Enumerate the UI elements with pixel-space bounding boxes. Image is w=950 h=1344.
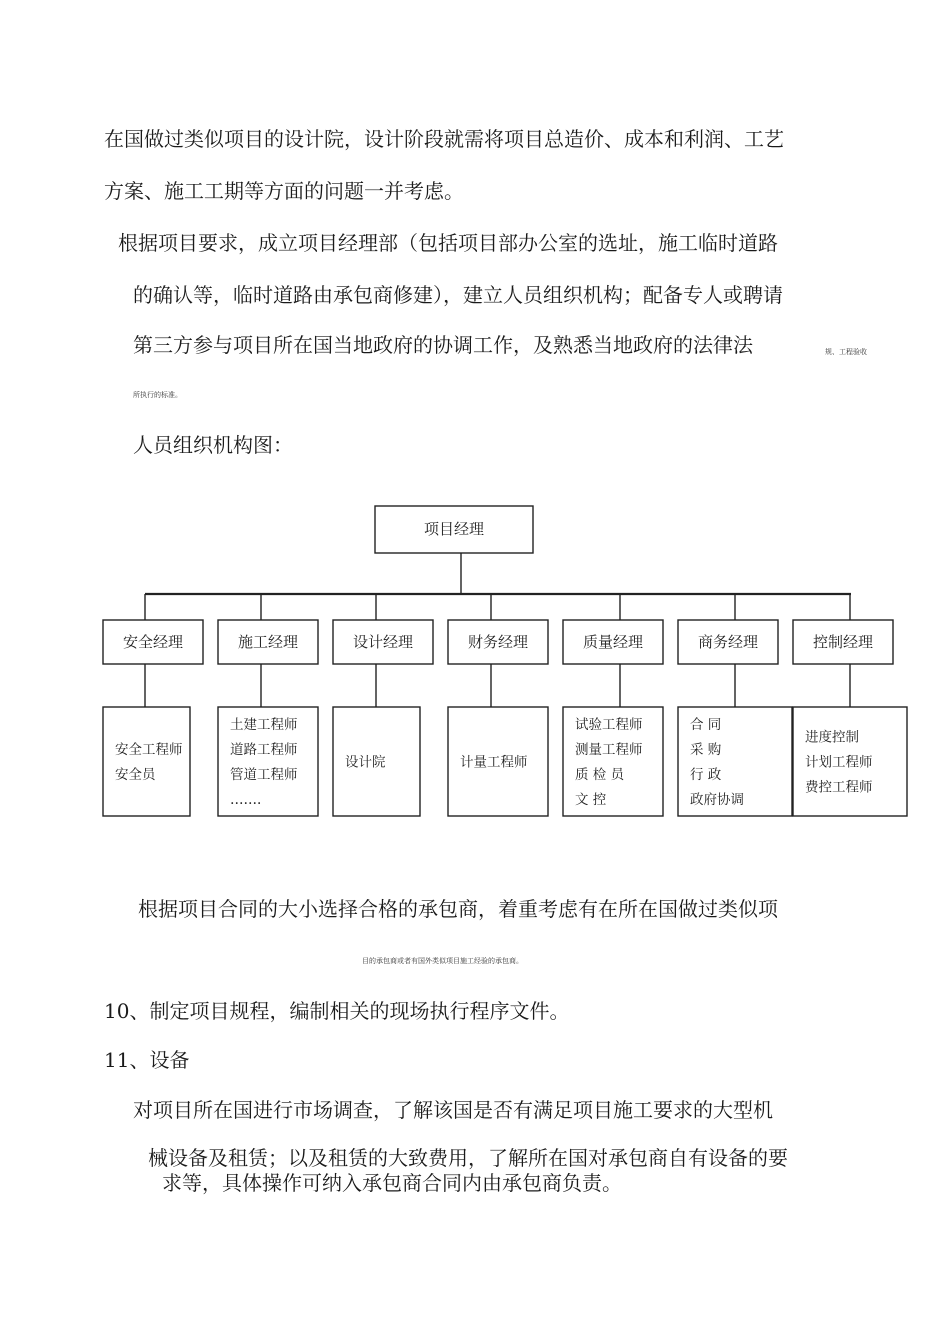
staff-item: 试验工程师: [575, 717, 643, 733]
staff-item: 行 政: [690, 767, 722, 783]
paragraph-line-3: 根据项目要求，成立项目经理部（包括项目部办公室的选址，施工临时道路: [118, 231, 778, 255]
top-box-label: 项目经理: [423, 520, 485, 538]
staff-item: 进度控制: [805, 729, 859, 746]
staff-item: 安全工程师: [115, 742, 183, 758]
paragraph-line-5: 第三方参与项目所在国当地政府的协调工作，及熟悉当地政府的法律法: [133, 333, 753, 357]
tiny-note-2: 所执行的标准。: [133, 391, 182, 399]
staff-item: 计量工程师: [460, 754, 528, 771]
staff-item: …….: [230, 792, 262, 808]
manager-title: 施工经理: [237, 633, 299, 651]
paragraph-after-2: 对项目所在国进行市场调查，了解该国是否有满足项目施工要求的大型机: [133, 1098, 773, 1122]
staff-item: 设计院: [345, 754, 386, 771]
staff-item: 测量工程师: [575, 742, 643, 758]
staff-item: 道路工程师: [230, 742, 298, 758]
manager-title: 设计经理: [352, 633, 414, 651]
manager-title: 质量经理: [582, 633, 644, 651]
staff-item: 安全员: [115, 767, 156, 783]
paragraph-after-4: 求等，具体操作可纳入承包商合同内由承包商负责。: [162, 1171, 622, 1195]
item-10: 10、制定项目规程，编制相关的现场执行程序文件。: [104, 999, 570, 1023]
manager-title: 商务经理: [697, 633, 759, 651]
manager-title: 安全经理: [122, 633, 184, 651]
item-11: 11、设备: [104, 1048, 190, 1072]
paragraph-after-1: 根据项目合同的大小选择合格的承包商，着重考虑有在所在国做过类似项: [138, 897, 778, 921]
staff-box-1: [103, 707, 190, 816]
org-chart-heading: 人员组织机构图：: [133, 433, 293, 457]
paragraph-line-4: 的确认等，临时道路由承包商修建），建立人员组织机构；配备专人或聘请: [133, 283, 783, 307]
manager-title: 财务经理: [467, 633, 529, 651]
paragraph-line-2: 方案、施工工期等方面的问题一并考虑。: [104, 179, 464, 203]
staff-item: 政府协调: [690, 792, 744, 808]
paragraph-after-3: 械设备及租赁；以及租赁的大致费用，了解所在国对承包商自有设备的要: [148, 1146, 788, 1170]
staff-item: 合 同: [690, 717, 722, 733]
staff-item: 费控工程师: [805, 779, 873, 796]
staff-item: 土建工程师: [230, 717, 298, 733]
manager-title: 控制经理: [812, 633, 874, 651]
tiny-note-1: 规、工程验收: [825, 348, 867, 356]
staff-item: 采 购: [690, 742, 722, 758]
staff-item: 计划工程师: [805, 754, 873, 771]
paragraph-line-1: 在国做过类似项目的设计院，设计阶段就需将项目总造价、成本和利润、工艺: [104, 127, 784, 151]
staff-item: 质 检 员: [575, 767, 625, 783]
staff-item: 文 控: [575, 792, 607, 808]
paragraph-after-1-tiny: 目的承包商或者有国外类似项目施工经验的承包商。: [362, 957, 523, 965]
staff-item: 管道工程师: [230, 767, 298, 783]
